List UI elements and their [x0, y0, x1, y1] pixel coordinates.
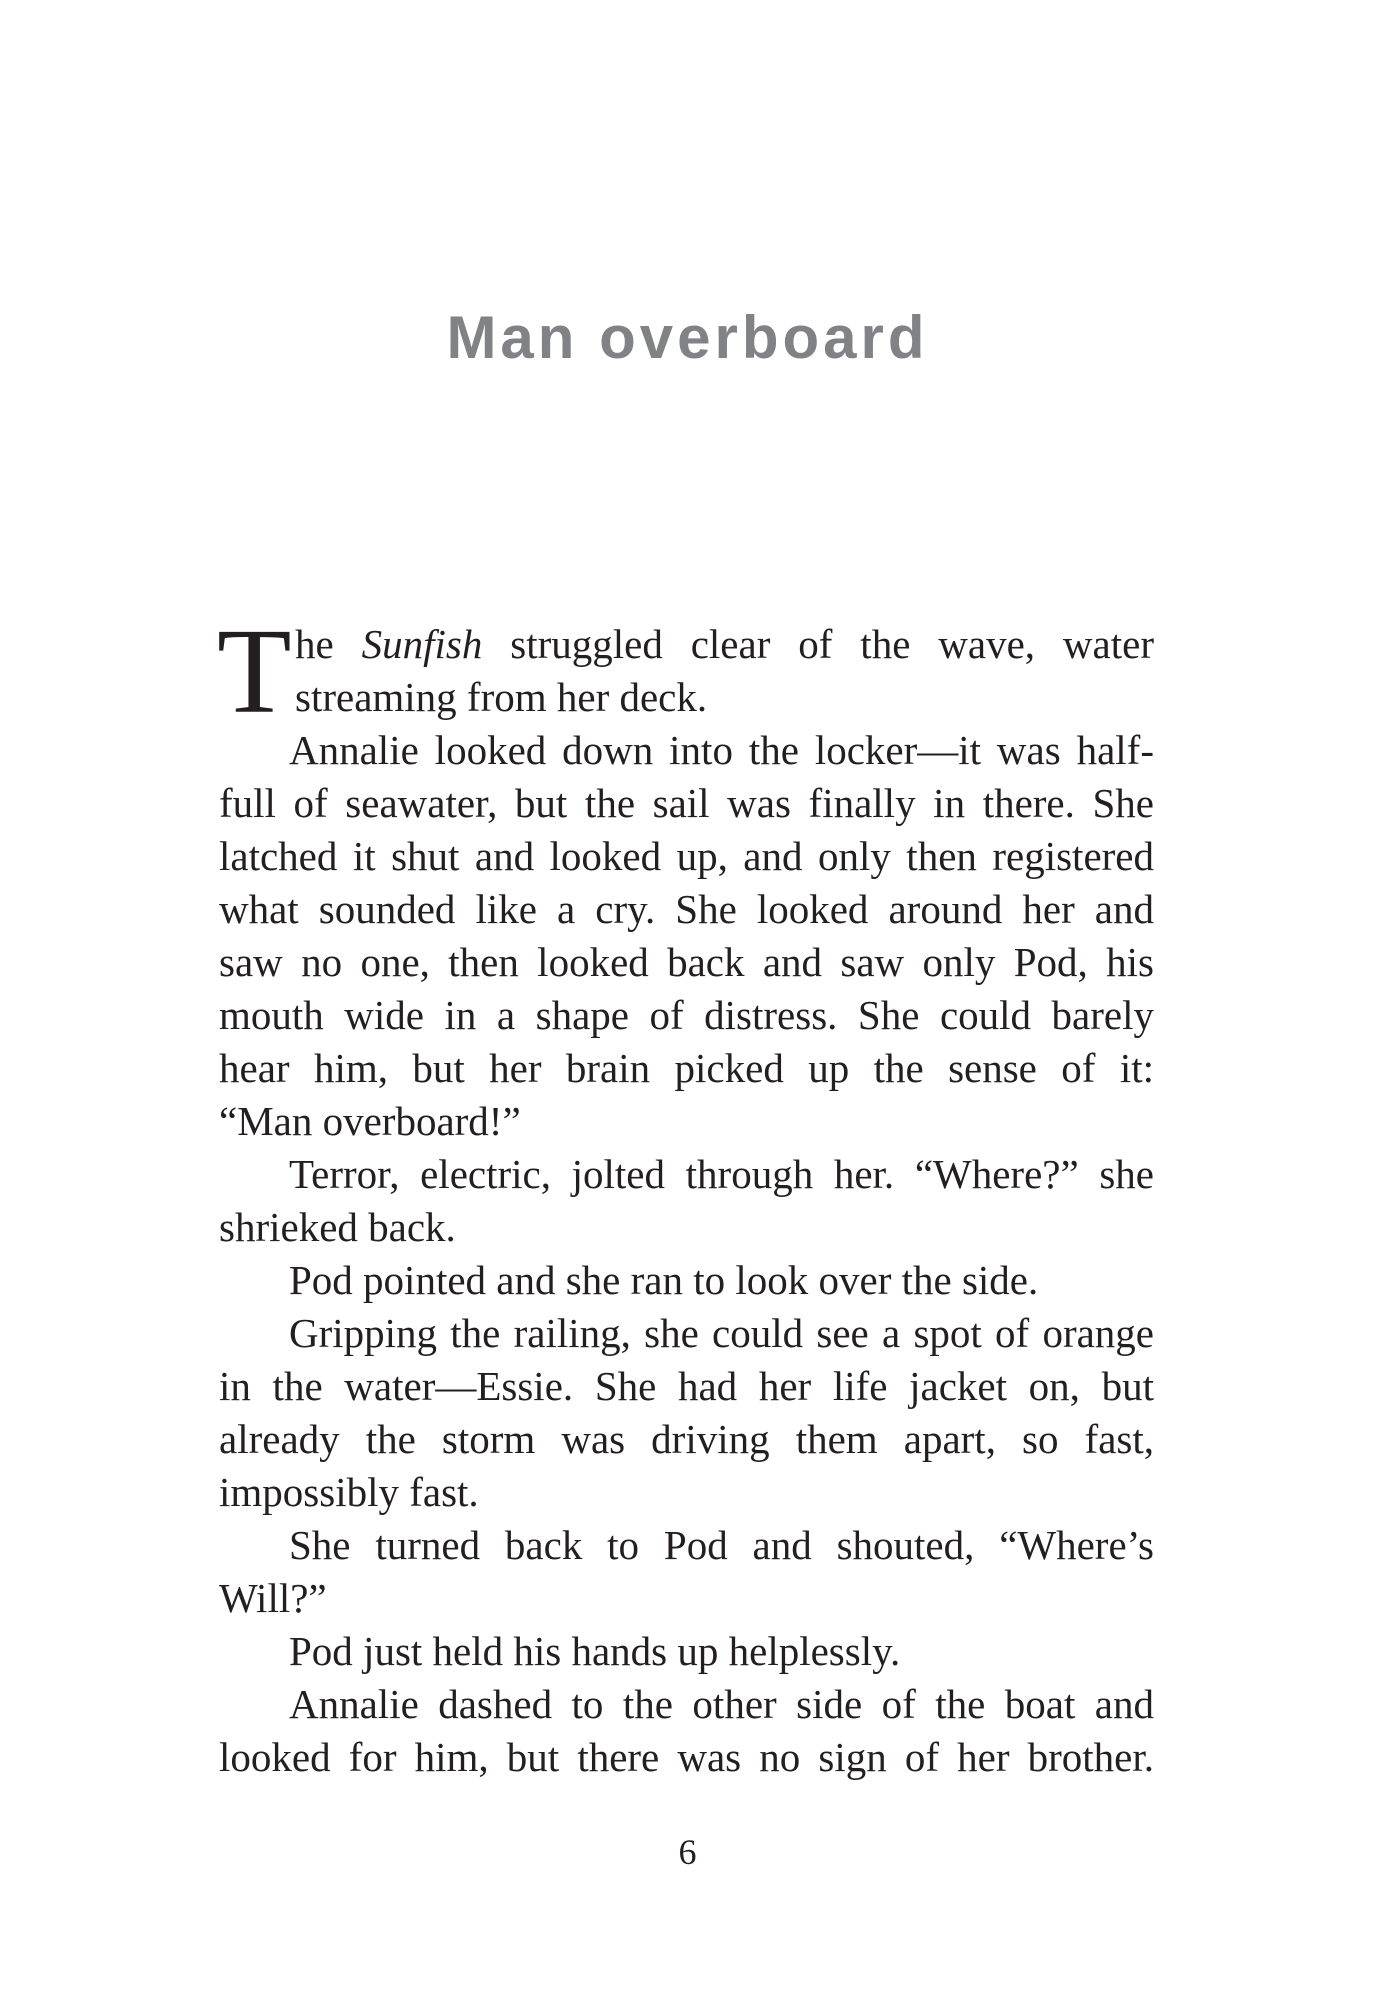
text-line: full of seawater, but the sail was finally in there. She: [219, 780, 1154, 826]
text-line: Annalie dashed to the other side of the boat and: [289, 1681, 1154, 1727]
text-line: hear him, but her brain picked up the sense of it:: [219, 1045, 1154, 1091]
text-line: in the water—Essie. She had her life jacket on, but: [219, 1363, 1154, 1409]
text-line: Annalie looked down into the locker—it was half-: [289, 727, 1154, 773]
page-number: 6: [678, 1832, 697, 1872]
text-line: Pod just held his hands up helplessly.: [289, 1628, 901, 1674]
text-line: looked for him, but there was no sign of her brother.: [219, 1734, 1154, 1780]
text-line: he Sunfish struggled clear of the wave, water: [295, 621, 1154, 667]
text-line: already the storm was driving them apart, so fast,: [219, 1416, 1154, 1462]
text-line: Terror, electric, jolted through her. “Where?” she: [289, 1151, 1154, 1197]
text-line: shrieked back.: [219, 1204, 456, 1250]
opening-paragraph: [217, 604, 1154, 739]
text-line: “Man overboard!”: [219, 1098, 521, 1144]
text-line: latched it shut and looked up, and only then registered: [219, 833, 1154, 879]
boat-name: Sunfish: [361, 621, 483, 667]
text-line: streaming from her deck.: [295, 674, 708, 720]
body-text: [217, 604, 1154, 1784]
text-line: mouth wide in a shape of distress. She could barely: [219, 992, 1154, 1038]
text-line: impossibly fast.: [219, 1469, 479, 1515]
chapter-title: Man overboard: [446, 304, 929, 371]
text-line: Will?”: [219, 1575, 327, 1621]
text-line: She turned back to Pod and shouted, “Where’s: [289, 1522, 1154, 1568]
text-line: Gripping the railing, she could see a spot of orange: [289, 1310, 1154, 1356]
drop-cap: T: [217, 604, 292, 739]
text-line: what sounded like a cry. She looked around her and: [219, 886, 1154, 932]
text-line: Pod pointed and she ran to look over the side.: [289, 1257, 1039, 1303]
text-line: saw no one, then looked back and saw only Pod, his: [219, 939, 1154, 985]
